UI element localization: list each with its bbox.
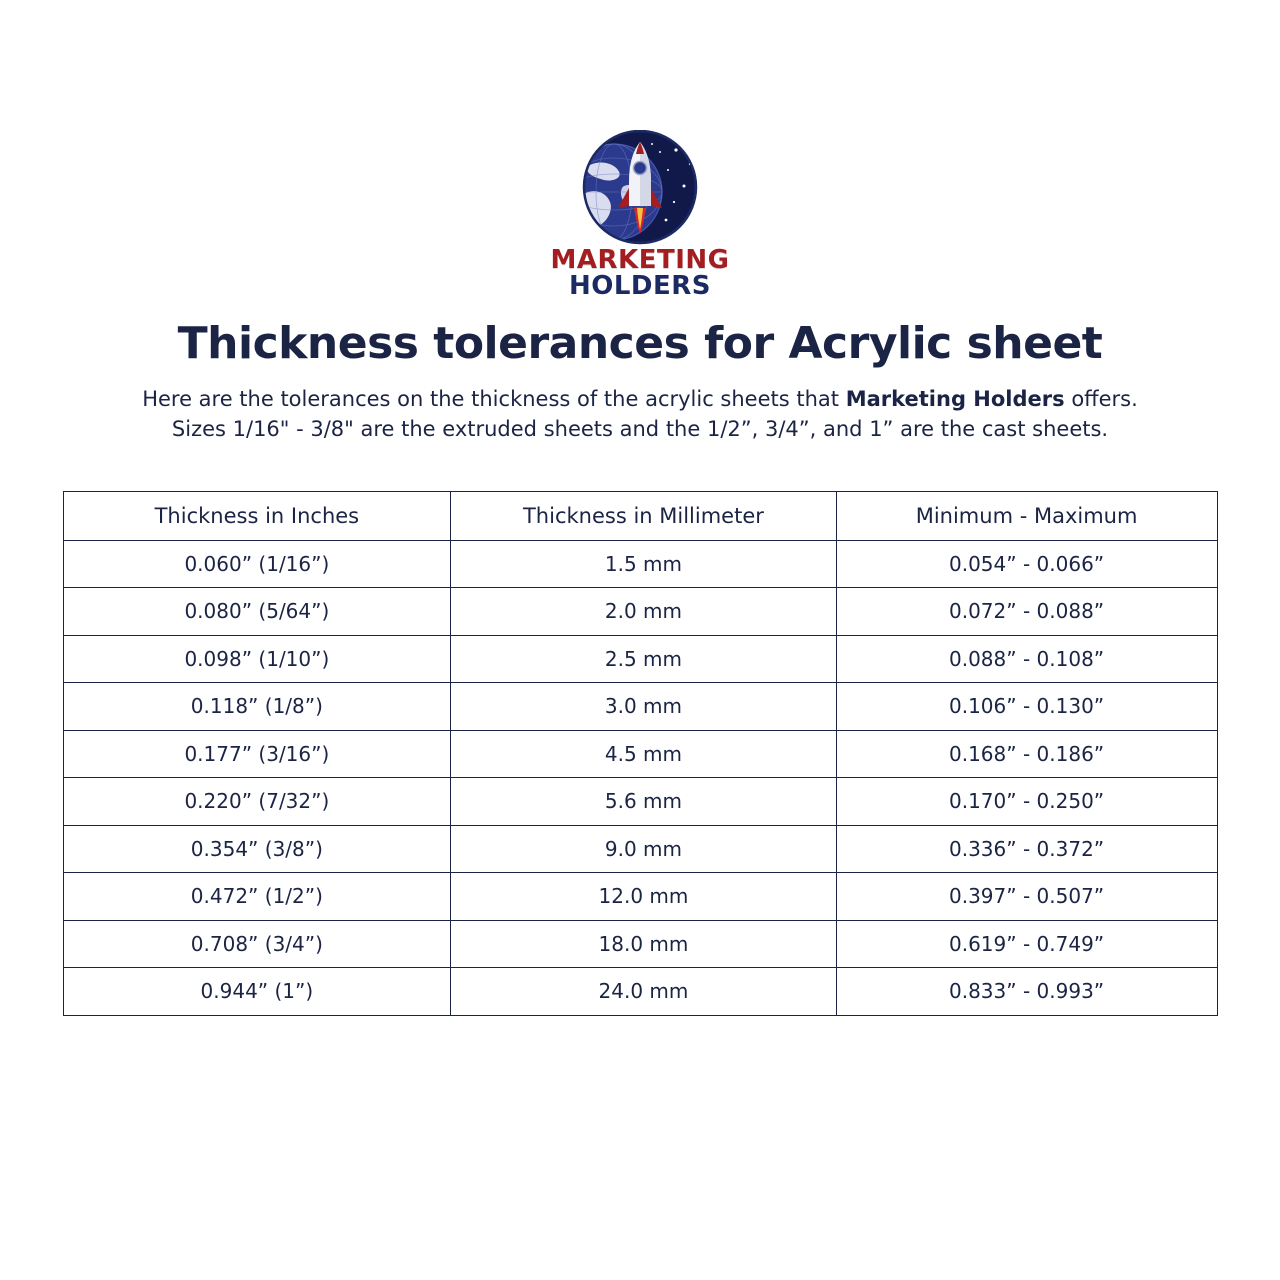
table-body: [63, 540, 1217, 1015]
cell-millimeter: 3.0 mm: [451, 683, 836, 731]
cell-min-max: 0.088” - 0.108”: [836, 635, 1217, 683]
column-header-inches: Thickness in Inches: [63, 491, 451, 540]
cell-inches: 0.472” (1/2”): [63, 873, 451, 921]
rocket-earth-logo-icon: [554, 130, 726, 253]
column-header-millimeter: Thickness in Millimeter: [451, 491, 836, 540]
cell-min-max: 0.336” - 0.372”: [836, 825, 1217, 873]
cell-millimeter: 5.6 mm: [451, 778, 836, 826]
table-row: [63, 778, 1217, 826]
cell-inches: 0.098” (1/10”): [63, 635, 451, 683]
cell-min-max: 0.833” - 0.993”: [836, 968, 1217, 1016]
cell-min-max: 0.106” - 0.130”: [836, 683, 1217, 731]
column-header-min-max: Minimum - Maximum: [836, 491, 1217, 540]
subtitle-part-2: offers.: [1064, 387, 1138, 411]
cell-inches: 0.080” (5/64”): [63, 588, 451, 636]
cell-min-max: 0.054” - 0.066”: [836, 540, 1217, 588]
cell-millimeter: 1.5 mm: [451, 540, 836, 588]
brand-wordmark: [540, 244, 740, 302]
cell-inches: 0.354” (3/8”): [63, 825, 451, 873]
subtitle-brand-emphasis: Marketing Holders: [845, 387, 1065, 411]
table-row: [63, 920, 1217, 968]
table-row: [63, 635, 1217, 683]
cell-min-max: 0.397” - 0.507”: [836, 873, 1217, 921]
page-subtitle: [60, 385, 1220, 445]
subtitle-part-1: Here are the tolerances on the thickness of the acrylic sheets that: [142, 387, 846, 411]
page-title: Thickness tolerances for Acrylic sheet: [177, 318, 1103, 369]
cell-inches: 0.118” (1/8”): [63, 683, 451, 731]
cell-inches: 0.944” (1”): [63, 968, 451, 1016]
cell-inches: 0.708” (3/4”): [63, 920, 451, 968]
cell-millimeter: 2.5 mm: [451, 635, 836, 683]
cell-min-max: 0.170” - 0.250”: [836, 778, 1217, 826]
cell-inches: 0.220” (7/32”): [63, 778, 451, 826]
brand-logo: [540, 130, 740, 300]
cell-millimeter: 12.0 mm: [451, 873, 836, 921]
cell-min-max: 0.072” - 0.088”: [836, 588, 1217, 636]
table-row: [63, 588, 1217, 636]
cell-millimeter: 18.0 mm: [451, 920, 836, 968]
table-row: [63, 968, 1217, 1016]
table-row: [63, 683, 1217, 731]
cell-millimeter: 9.0 mm: [451, 825, 836, 873]
cell-inches: 0.060” (1/16”): [63, 540, 451, 588]
cell-min-max: 0.619” - 0.749”: [836, 920, 1217, 968]
cell-inches: 0.177” (3/16”): [63, 730, 451, 778]
table-row: [63, 730, 1217, 778]
tolerance-table-container: [63, 491, 1218, 1016]
table-row: [63, 873, 1217, 921]
table-row: [63, 825, 1217, 873]
table-row: [63, 540, 1217, 588]
cell-min-max: 0.168” - 0.186”: [836, 730, 1217, 778]
subtitle-line-2: Sizes 1/16" - 3/8" are the extruded sheets and the 1/2”, 3/4”, and 1” are the cast sheets.: [171, 416, 1109, 441]
tolerance-table: [63, 491, 1218, 1016]
table-header-row: [63, 491, 1217, 540]
brand-wordmark-line2: HOLDERS: [568, 271, 712, 302]
cell-millimeter: 24.0 mm: [451, 968, 836, 1016]
cell-millimeter: 4.5 mm: [451, 730, 836, 778]
cell-millimeter: 2.0 mm: [451, 588, 836, 636]
brand-wordmark-line1: MARKETING: [550, 244, 730, 275]
